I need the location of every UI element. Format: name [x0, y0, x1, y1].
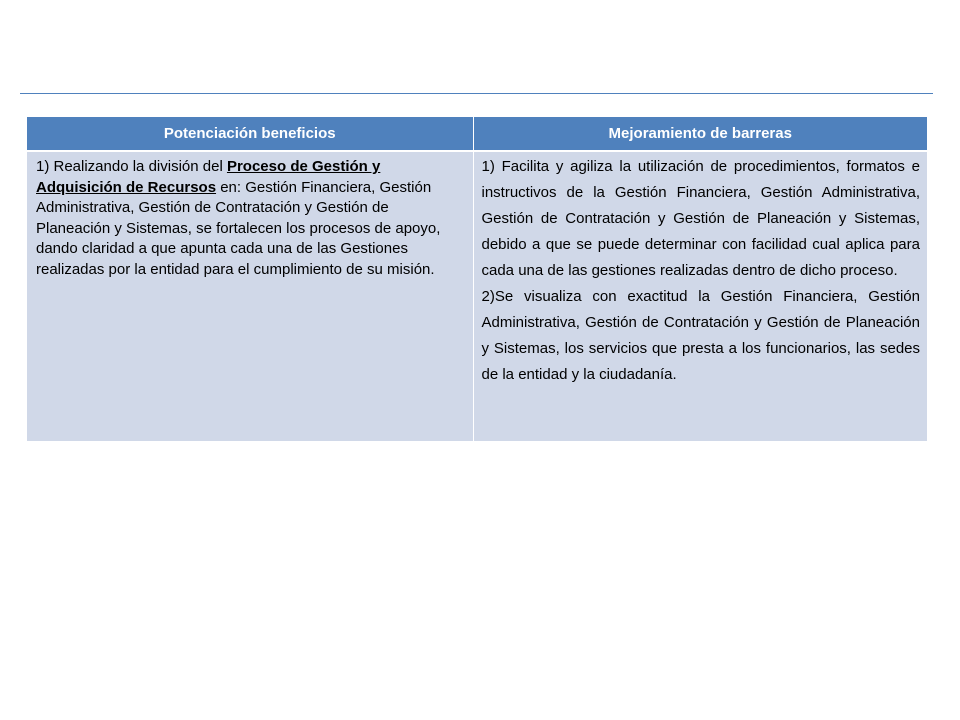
header-mejoramiento-barreras: Mejoramiento de barreras — [473, 117, 927, 151]
cell-right-paragraph-2: 2)Se visualiza con exactitud la Gestión Financiera, Gestión Administrativa, Gestión de Contratación y Gestión de Planeación y Sistemas, los servicios que presta a los funcionarios, las sedes de la entidad y la ciudadanía. — [481, 288, 920, 383]
cell-mejoramiento-barreras — [473, 151, 927, 441]
table-header-row — [27, 117, 927, 151]
comparison-table — [27, 117, 927, 441]
cell-left-intro: 1) Realizando la división del — [36, 158, 227, 175]
cell-left-rest: en: Gestión Financiera, Gestión Administrativa, Gestión de Contratación y Gestión de Planeación y Sistemas, se fortalecen los procesos de apoyo, dando claridad a que apunta cada una de las Gestiones realizadas por la entidad para el cumplimiento de su misión. — [36, 178, 441, 278]
cell-right-paragraph-1: 1) Facilita y agiliza la utilización de procedimientos, formatos e instructivos de la Gestión Financiera, Gestión Administrativa, Gestión de Contratación y Gestión de Planeación y Sistemas, debido a que se puede determinar con facilidad cual aplica para cada una de las gestiones realizadas dentro de dicho proceso. — [481, 158, 920, 279]
top-divider-line — [20, 93, 933, 94]
cell-left-highlight: Proceso de Gestión y Adquisición de Recursos — [36, 158, 381, 196]
header-potenciacion-beneficios: Potenciación beneficios — [27, 117, 473, 151]
table-row — [27, 151, 927, 441]
cell-potenciacion-beneficios — [27, 151, 473, 441]
